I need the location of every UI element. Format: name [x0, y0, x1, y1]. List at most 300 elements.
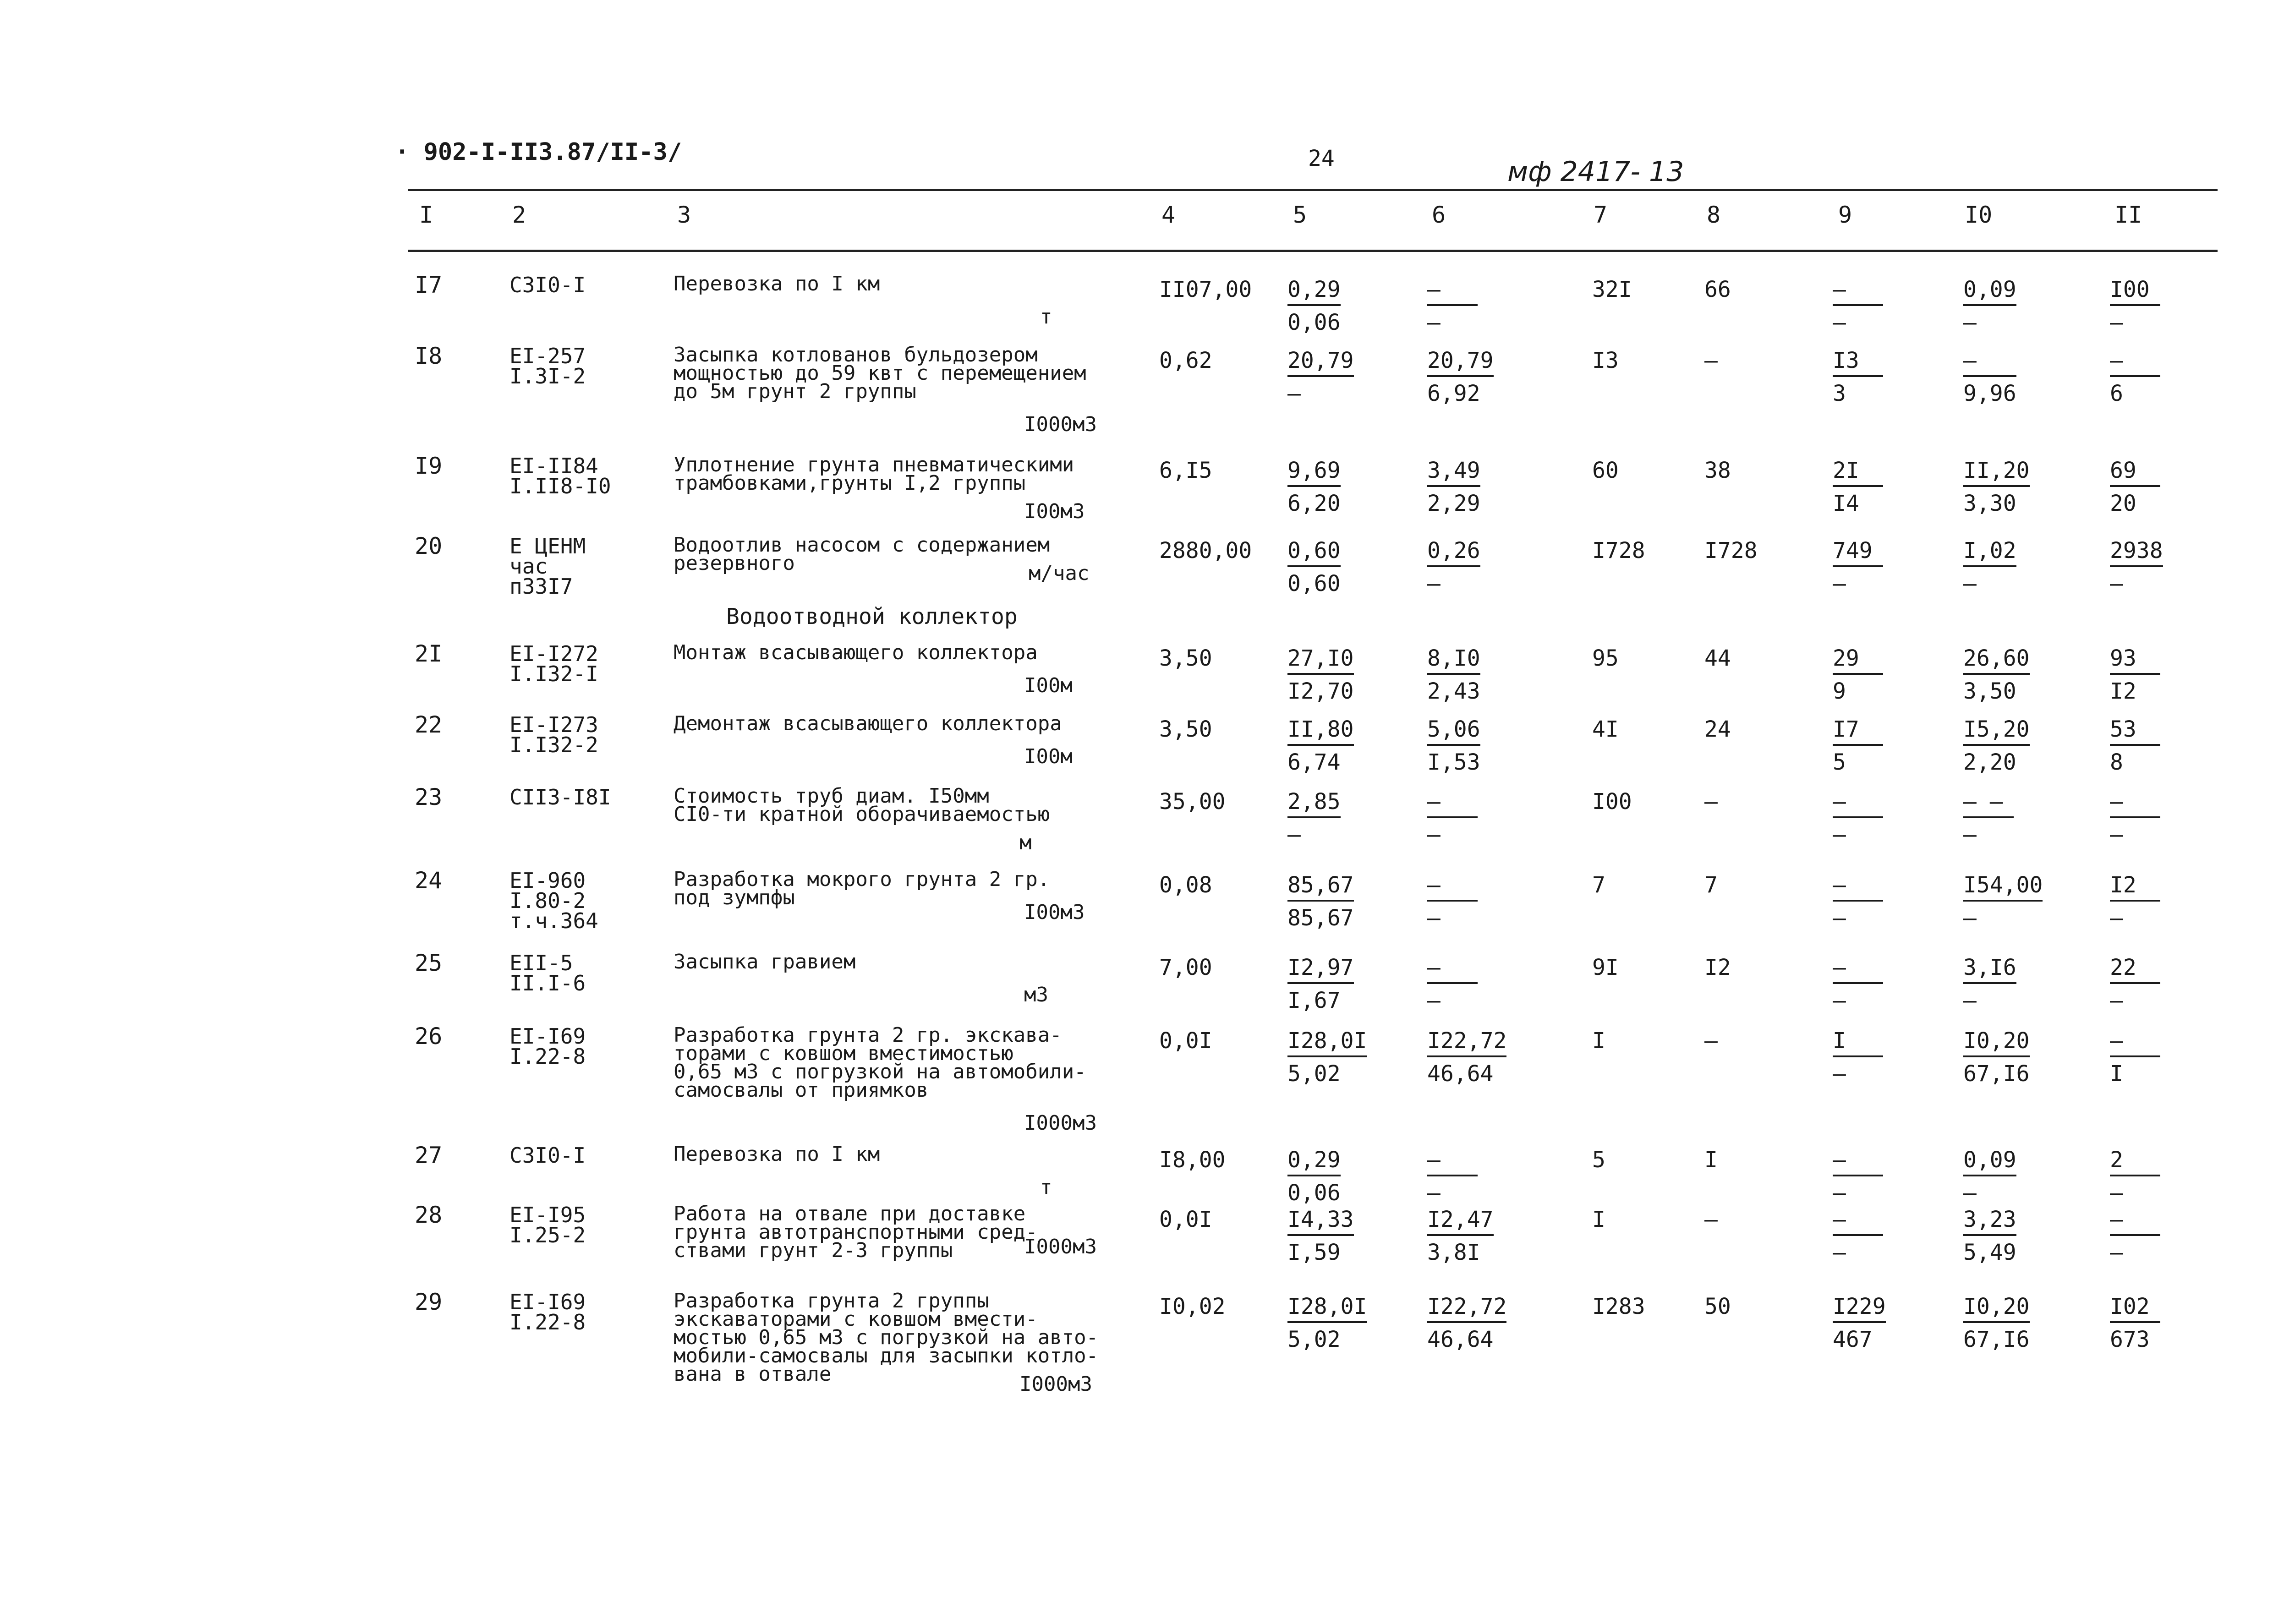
cost-bottom-value: 67,I6 — [1963, 1061, 2030, 1087]
cost-cell-c10 — [1963, 536, 2016, 598]
work-description-line: Перевозка по I км — [674, 1143, 880, 1166]
cost-bottom-value: 0,06 — [1287, 310, 1341, 335]
total-cell-c8: 38 — [1704, 458, 1731, 483]
cost-bottom-value: 85,67 — [1287, 905, 1354, 931]
cost-bottom-value: – — [1963, 571, 1977, 596]
cost-bottom-value: 6,92 — [1427, 381, 1480, 406]
work-description-line: Уплотнение грунта пневматическими — [674, 453, 1074, 476]
norm-code — [509, 534, 586, 599]
cost-cell-c10 — [1963, 787, 2014, 849]
cost-bottom-value: – — [1287, 381, 1301, 406]
work-description-line: вана в отвале — [674, 1362, 832, 1386]
cost-top-value: – — [2110, 1205, 2160, 1236]
cost-top-value: I3 — [1833, 346, 1883, 377]
cost-bottom-value: – — [1963, 1180, 1977, 1206]
row-number: 23 — [415, 784, 443, 810]
total-cell-c8: – — [1704, 1207, 1718, 1232]
work-description — [674, 1145, 880, 1164]
cost-top-value: – — [1963, 346, 2016, 377]
norm-code-line: I.I32-I — [509, 662, 598, 686]
cost-top-value: I2,47 — [1427, 1205, 1494, 1236]
cost-top-value: 9,69 — [1287, 456, 1341, 487]
norm-code — [509, 1024, 586, 1069]
cost-top-value: – — [2110, 1026, 2160, 1057]
total-cell-c7: 60 — [1592, 458, 1619, 483]
cost-top-value: 3,23 — [1963, 1205, 2016, 1236]
quantity: II07,00 — [1159, 277, 1252, 302]
cost-bottom-value: I4 — [1833, 491, 1859, 516]
cost-bottom-value: 0,06 — [1287, 1180, 1341, 1206]
cost-top-value: I2,97 — [1287, 953, 1354, 984]
work-description-line: самосвалы от приямков — [674, 1078, 929, 1102]
norm-code-line: I.3I-2 — [509, 364, 586, 388]
cost-top-value: 3,I6 — [1963, 953, 2016, 984]
cost-bottom-value: – — [2110, 310, 2123, 335]
cost-cell-c9 — [1833, 275, 1883, 337]
cost-bottom-value: 5 — [1833, 749, 1846, 775]
cost-bottom-value: – — [1427, 988, 1441, 1013]
work-description-line: до 5м грунт 2 группы — [674, 380, 916, 403]
measure-unit: I000м3 — [1019, 1372, 1092, 1396]
cost-cell-c11 — [2110, 644, 2160, 706]
cost-cell-c9 — [1833, 953, 1883, 1015]
work-description-line: 0,65 м3 с погрузкой на автомобили- — [674, 1060, 1086, 1083]
cost-cell-c10 — [1963, 346, 2016, 408]
cost-cell-c10 — [1963, 715, 2030, 777]
cost-cell-c9 — [1833, 1026, 1883, 1088]
cost-bottom-value: – — [1427, 310, 1441, 335]
cost-top-value: – — [1833, 1205, 1883, 1236]
work-description — [674, 641, 1038, 664]
norm-code-line: I.22-8 — [509, 1310, 586, 1334]
cost-cell-c9 — [1833, 787, 1883, 849]
cost-top-value: – — [1427, 787, 1478, 818]
total-cell-c8: 44 — [1704, 645, 1731, 671]
cost-cell-c6 — [1427, 1292, 1506, 1354]
cost-cell-c9 — [1833, 644, 1883, 706]
work-description-line: Разработка грунта 2 группы — [674, 1289, 989, 1312]
cost-bottom-value: 467 — [1833, 1327, 1873, 1352]
measure-unit: м — [1019, 831, 1032, 854]
work-description-line: ствами грунт 2-3 группы — [674, 1239, 953, 1262]
total-cell-c7: I — [1592, 1207, 1605, 1232]
norm-code-line: E ЦЕНМ — [509, 534, 586, 558]
measure-unit: I00м — [1024, 745, 1073, 768]
work-description — [674, 453, 1074, 495]
cost-cell-c11 — [2110, 275, 2160, 337]
quantity: 2880,00 — [1159, 538, 1252, 563]
cost-bottom-value: – — [1427, 905, 1441, 931]
row-number: 27 — [415, 1142, 443, 1169]
cost-bottom-value: – — [1427, 1180, 1441, 1206]
cost-bottom-value: 3,30 — [1963, 491, 2016, 516]
cost-cell-c11 — [2110, 870, 2160, 933]
cost-cell-c6 — [1427, 1026, 1506, 1088]
cost-top-value: 0,09 — [1963, 275, 2016, 306]
cost-cell-c6 — [1427, 275, 1478, 337]
norm-code-line: т.ч.364 — [509, 908, 598, 933]
row-number: 24 — [415, 867, 443, 894]
cost-top-value: 85,67 — [1287, 870, 1354, 902]
cost-cell-c11 — [2110, 456, 2160, 518]
row-number: 25 — [415, 950, 443, 976]
cost-cell-c6 — [1427, 1205, 1494, 1267]
cost-top-value: 2,85 — [1287, 787, 1341, 818]
row-number: I7 — [415, 272, 443, 298]
cost-bottom-value: 6,20 — [1287, 491, 1341, 516]
measure-unit: м3 — [1024, 983, 1048, 1006]
cost-top-value: 26,60 — [1963, 644, 2030, 675]
work-description — [674, 272, 880, 295]
measure-unit: I00м3 — [1024, 901, 1085, 924]
cost-bottom-value: 46,64 — [1427, 1061, 1494, 1087]
cost-top-value: 69 — [2110, 456, 2160, 487]
quantity: I8,00 — [1159, 1147, 1226, 1173]
cost-top-value: 0,29 — [1287, 1145, 1341, 1176]
cost-top-value: 2 — [2110, 1145, 2160, 1176]
cost-cell-c11 — [2110, 346, 2160, 408]
quantity: I0,02 — [1159, 1294, 1226, 1319]
norm-code-line: EI-I272 — [509, 641, 598, 666]
cost-bottom-value: – — [1833, 1240, 1846, 1265]
cost-cell-c5 — [1287, 1026, 1367, 1088]
cost-top-value: I4,33 — [1287, 1205, 1354, 1236]
cost-top-value: – – — [1963, 787, 2014, 818]
cost-cell-c11 — [2110, 1145, 2160, 1208]
total-cell-c7: 7 — [1592, 872, 1605, 898]
cost-cell-c11 — [2110, 1026, 2160, 1088]
work-description-line: Водоотлив насосом с содержанием — [674, 533, 1050, 557]
norm-code — [509, 641, 598, 686]
cost-cell-c9 — [1833, 536, 1883, 598]
cost-cell-c9 — [1833, 1145, 1883, 1208]
work-description — [674, 950, 856, 973]
row-number: 29 — [415, 1289, 443, 1315]
cost-top-value: – — [1833, 870, 1883, 902]
cost-cell-c9 — [1833, 715, 1883, 777]
norm-code-line: EI-II84 — [509, 454, 598, 478]
cost-cell-c11 — [2110, 787, 2160, 849]
total-cell-c8: – — [1704, 789, 1718, 815]
cost-top-value: 0,60 — [1287, 536, 1341, 567]
cost-top-value: I — [1833, 1026, 1883, 1057]
work-description-line: мобили-самосвалы для засыпки котло- — [674, 1344, 1099, 1367]
total-cell-c7: 5 — [1592, 1147, 1605, 1173]
cost-bottom-value: 5,02 — [1287, 1061, 1341, 1087]
cost-bottom-value: – — [1287, 822, 1301, 848]
cost-bottom-value: 6 — [2110, 381, 2123, 406]
work-description — [674, 870, 1050, 907]
work-description-line: Стоимость труб диам. I50мм — [674, 784, 989, 808]
norm-code — [509, 456, 611, 496]
page-number: 24 — [1308, 146, 1335, 171]
norm-code-line: I.22-8 — [509, 1044, 586, 1069]
work-description-line: CI0-ти кратной оборачиваемостью — [674, 803, 1050, 826]
cost-cell-c10 — [1963, 275, 2016, 337]
norm-code — [509, 953, 586, 993]
column-header-7: 7 — [1594, 202, 1608, 228]
measure-unit: I000м3 — [1024, 1235, 1097, 1258]
measure-unit: I00м — [1024, 674, 1073, 697]
cost-cell-c5 — [1287, 644, 1354, 706]
work-description-line: Засыпка котлованов бульдозером — [674, 343, 1038, 366]
norm-code-line: I.I32-2 — [509, 733, 598, 757]
work-description-line: под зумпфы — [674, 886, 795, 909]
cost-cell-c11 — [2110, 1292, 2160, 1354]
cost-bottom-value: – — [1963, 905, 1977, 931]
cost-bottom-value: – — [1833, 1061, 1846, 1087]
cost-cell-c9 — [1833, 1205, 1883, 1267]
cost-cell-c10 — [1963, 1205, 2016, 1267]
cost-top-value: I229 — [1833, 1292, 1886, 1323]
column-header-11: II — [2114, 202, 2142, 228]
row-number: 26 — [415, 1023, 443, 1050]
cost-bottom-value: – — [1833, 1180, 1846, 1206]
norm-code — [509, 870, 598, 931]
cost-bottom-value: – — [1833, 988, 1846, 1013]
norm-code-line: C3I0-I — [509, 1143, 586, 1168]
cost-cell-c9 — [1833, 870, 1883, 933]
total-cell-c7: 4I — [1592, 716, 1619, 742]
cost-bottom-value: 0,60 — [1287, 571, 1341, 596]
row-number: 20 — [415, 533, 443, 559]
cost-top-value: 27,I0 — [1287, 644, 1354, 675]
cost-cell-c5 — [1287, 787, 1341, 849]
cost-bottom-value: – — [1833, 571, 1846, 596]
row-number: 22 — [415, 711, 443, 738]
cost-bottom-value: – — [1963, 988, 1977, 1013]
cost-bottom-value: 3 — [1833, 381, 1846, 406]
cost-cell-c5 — [1287, 715, 1354, 777]
total-cell-c8: I2 — [1704, 955, 1731, 980]
norm-code — [509, 1205, 586, 1245]
cost-bottom-value: 5,49 — [1963, 1240, 2016, 1265]
norm-code-line: EI-I69 — [509, 1290, 586, 1314]
cost-cell-c6 — [1427, 870, 1478, 933]
total-cell-c8: – — [1704, 1028, 1718, 1054]
total-cell-c8: I728 — [1704, 538, 1758, 563]
norm-code-line: EI-257 — [509, 344, 586, 368]
norm-code-line: I.25-2 — [509, 1223, 586, 1247]
cost-top-value: I22,72 — [1427, 1026, 1506, 1057]
quantity: 6,I5 — [1159, 458, 1212, 483]
cost-bottom-value: 9,96 — [1963, 381, 2016, 406]
norm-code-line: C3I0-I — [509, 273, 586, 297]
cost-top-value: – — [1427, 870, 1478, 902]
cost-top-value: II,80 — [1287, 715, 1354, 746]
column-header-5: 5 — [1293, 202, 1307, 228]
norm-code — [509, 712, 598, 757]
cost-bottom-value: 2,20 — [1963, 749, 2016, 775]
cost-cell-c6 — [1427, 715, 1480, 777]
cost-top-value: 8,I0 — [1427, 644, 1480, 675]
cost-bottom-value: 8 — [2110, 749, 2123, 775]
cost-cell-c10 — [1963, 1145, 2016, 1208]
cost-top-value: I28,0I — [1287, 1026, 1367, 1057]
norm-code-line: EI-960 — [509, 868, 586, 893]
cost-bottom-value: 2,43 — [1427, 678, 1480, 704]
row-number: I8 — [415, 343, 443, 369]
total-cell-c8: I — [1704, 1147, 1718, 1173]
cost-top-value: 2938 — [2110, 536, 2163, 567]
cost-bottom-value: 67,I6 — [1963, 1327, 2030, 1352]
quantity: 0,08 — [1159, 872, 1212, 898]
cost-bottom-value: – — [2110, 822, 2123, 848]
cost-cell-c10 — [1963, 1026, 2030, 1088]
work-description — [674, 343, 1086, 403]
measure-unit: I00м3 — [1024, 500, 1085, 523]
norm-code-line: EII-5 — [509, 951, 573, 975]
cost-cell-c5 — [1287, 536, 1341, 598]
handwritten-reference: мф 2417- 13 — [1507, 156, 1684, 188]
cost-top-value: – — [1833, 787, 1883, 818]
row-number: I9 — [415, 453, 443, 479]
total-cell-c7: I3 — [1592, 348, 1619, 373]
cost-bottom-value: – — [2110, 1180, 2123, 1206]
total-cell-c8: 7 — [1704, 872, 1718, 898]
norm-code-line: I.II8-I0 — [509, 474, 611, 498]
quantity: 0,0I — [1159, 1207, 1212, 1232]
work-description — [674, 712, 1062, 735]
measure-unit: I000м3 — [1024, 413, 1097, 436]
measure-unit: т — [1040, 1176, 1052, 1199]
work-description-line: Монтаж всасывающего коллектора — [674, 641, 1038, 664]
quantity: 0,0I — [1159, 1028, 1212, 1054]
cost-top-value: I7 — [1833, 715, 1883, 746]
cost-top-value: 93 — [2110, 644, 2160, 675]
cost-bottom-value: 673 — [2110, 1327, 2150, 1352]
cost-cell-c10 — [1963, 644, 2030, 706]
cost-top-value: 3,49 — [1427, 456, 1480, 487]
cost-top-value: 53 — [2110, 715, 2160, 746]
cost-top-value: 0,26 — [1427, 536, 1480, 567]
norm-code — [509, 1292, 586, 1332]
quantity: 35,00 — [1159, 789, 1226, 815]
total-cell-c7: 32I — [1592, 277, 1632, 302]
cost-bottom-value: 9 — [1833, 678, 1846, 704]
column-header-4: 4 — [1161, 202, 1176, 228]
work-description — [674, 1023, 1086, 1102]
cost-cell-c6 — [1427, 346, 1494, 408]
cost-cell-c6 — [1427, 787, 1478, 849]
work-description-line: торами с ковшом вместимостью — [674, 1042, 1013, 1065]
quantity: 0,62 — [1159, 348, 1212, 373]
norm-code-line: II.I-6 — [509, 971, 586, 995]
column-header-10: I0 — [1965, 202, 1993, 228]
cost-bottom-value: I,67 — [1287, 988, 1341, 1013]
cost-cell-c6 — [1427, 644, 1480, 706]
cost-bottom-value: I2,70 — [1287, 678, 1354, 704]
cost-top-value: I00 — [2110, 275, 2160, 306]
cost-bottom-value: 46,64 — [1427, 1327, 1494, 1352]
cost-top-value: – — [1427, 275, 1478, 306]
total-cell-c7: 9I — [1592, 955, 1619, 980]
cost-cell-c10 — [1963, 870, 2043, 933]
column-header-2: 2 — [512, 202, 526, 228]
cost-cell-c11 — [2110, 715, 2160, 777]
cost-bottom-value: – — [1833, 905, 1846, 931]
work-description — [674, 533, 1050, 575]
norm-code-line: EI-I69 — [509, 1024, 586, 1049]
header-bottom-rule — [408, 250, 2218, 252]
cost-cell-c5 — [1287, 346, 1354, 408]
cost-top-value: I0,20 — [1963, 1292, 2030, 1323]
cost-cell-c5 — [1287, 870, 1354, 933]
cost-top-value: – — [2110, 787, 2160, 818]
cost-bottom-value: – — [1833, 822, 1846, 848]
cost-top-value: – — [1833, 275, 1883, 306]
work-description-line: резервного — [674, 552, 795, 575]
row-number: 2I — [415, 640, 443, 667]
norm-code-line: EI-I273 — [509, 712, 598, 737]
measure-unit: т — [1040, 305, 1052, 328]
cost-cell-c5 — [1287, 953, 1354, 1015]
cost-bottom-value: – — [2110, 905, 2123, 931]
quantity: 3,50 — [1159, 645, 1212, 671]
work-description-line: трамбовками,грунты I,2 группы — [674, 471, 1026, 495]
work-description-line: грунта автотранспортными сред- — [674, 1220, 1038, 1244]
cost-top-value: I,02 — [1963, 536, 2016, 567]
cost-top-value: 20,79 — [1287, 346, 1354, 377]
document-code: · 902-I-II3.87/II-3/ — [395, 138, 682, 166]
norm-code — [509, 346, 586, 386]
cost-top-value: I54,00 — [1963, 870, 2043, 902]
cost-bottom-value: 3,8I — [1427, 1240, 1480, 1265]
total-cell-c7: 95 — [1592, 645, 1619, 671]
work-description — [674, 1202, 1038, 1262]
total-cell-c8: 50 — [1704, 1294, 1731, 1319]
cost-top-value: 0,29 — [1287, 275, 1341, 306]
cost-top-value: 5,06 — [1427, 715, 1480, 746]
cost-cell-c10 — [1963, 1292, 2030, 1354]
work-description-line: мостью 0,65 м3 с погрузкой на авто- — [674, 1326, 1099, 1349]
total-cell-c7: I00 — [1592, 789, 1632, 815]
cost-bottom-value: 3,50 — [1963, 678, 2016, 704]
cost-cell-c5 — [1287, 1292, 1367, 1354]
cost-cell-c5 — [1287, 1205, 1354, 1267]
cost-cell-c6 — [1427, 536, 1480, 598]
cost-cell-c11 — [2110, 1205, 2160, 1267]
norm-code — [509, 1143, 586, 1168]
work-description-line: Разработка грунта 2 гр. экскава- — [674, 1023, 1062, 1047]
measure-unit: м/час — [1029, 562, 1090, 585]
norm-code-line: EI-I95 — [509, 1203, 586, 1227]
cost-cell-c5 — [1287, 275, 1341, 337]
cost-top-value: I2 — [2110, 870, 2160, 902]
cost-top-value: – — [1427, 1145, 1478, 1176]
cost-cell-c10 — [1963, 953, 2016, 1015]
cost-cell-c11 — [2110, 536, 2163, 598]
work-description-line: мощностью до 59 квт с перемещением — [674, 361, 1086, 385]
cost-bottom-value: 5,02 — [1287, 1327, 1341, 1352]
cost-bottom-value: I,53 — [1427, 749, 1480, 775]
cost-top-value: – — [2110, 346, 2160, 377]
norm-code-line: час — [509, 554, 548, 579]
measure-unit: I000м3 — [1024, 1111, 1097, 1135]
header-top-rule — [408, 189, 2218, 191]
cost-bottom-value: 20 — [2110, 491, 2136, 516]
work-description — [674, 784, 1050, 826]
cost-cell-c6 — [1427, 953, 1478, 1015]
cost-top-value: – — [1833, 1145, 1883, 1176]
cost-top-value: I02 — [2110, 1292, 2160, 1323]
cost-bottom-value: I,59 — [1287, 1240, 1341, 1265]
cost-top-value: 22 — [2110, 953, 2160, 984]
cost-bottom-value: – — [1427, 571, 1441, 596]
quantity: 3,50 — [1159, 716, 1212, 742]
cost-bottom-value: – — [1833, 310, 1846, 335]
norm-code-line: п33I7 — [509, 574, 573, 599]
